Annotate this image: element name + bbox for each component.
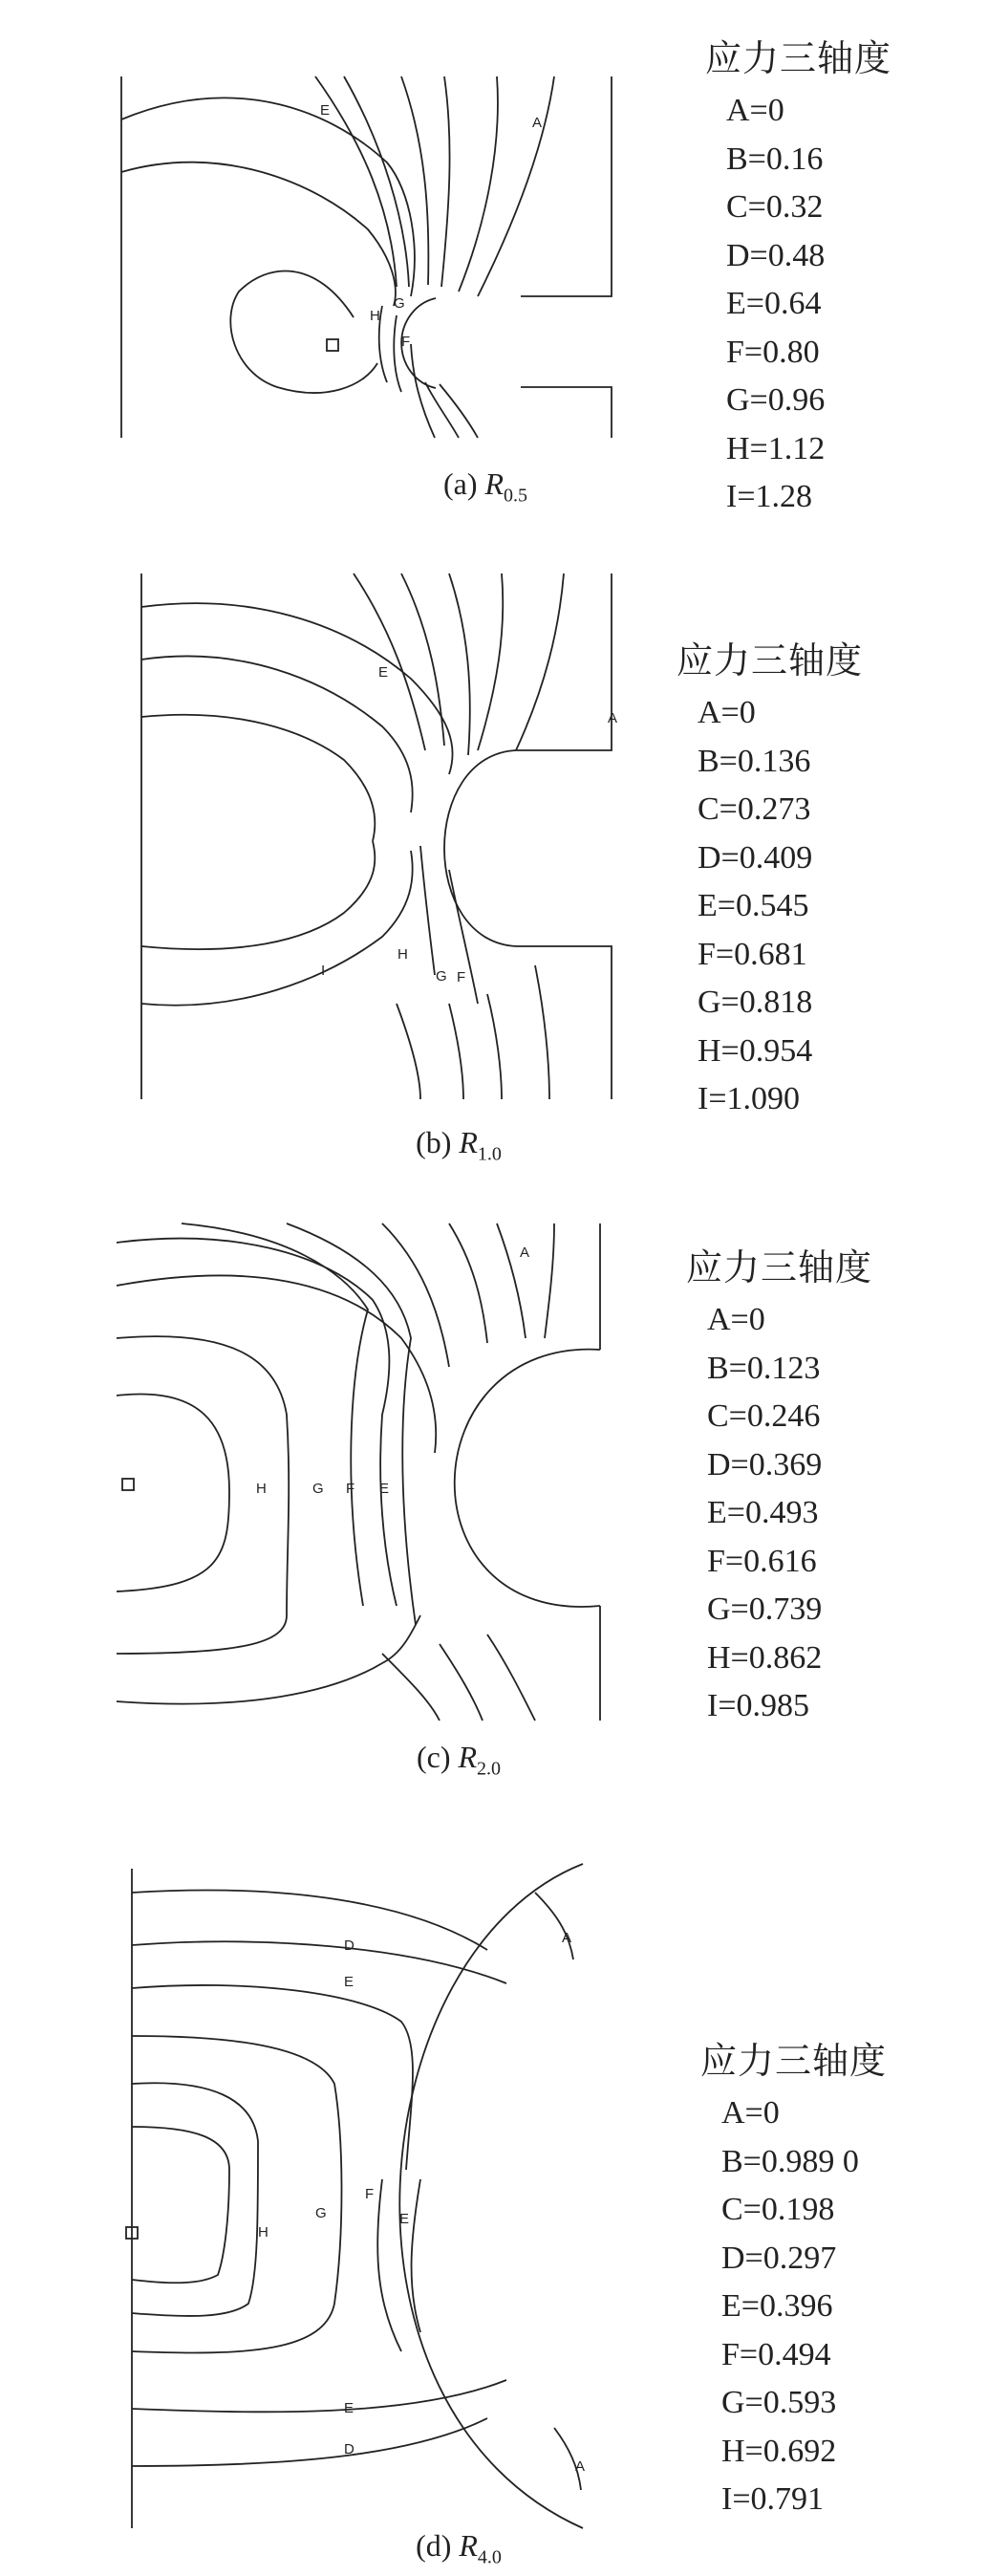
caption-subscript: 2.0: [477, 1758, 502, 1780]
contour-label: A: [575, 2458, 586, 2475]
contour-line: [117, 1275, 436, 1453]
contour-label: H: [370, 308, 380, 324]
legend-item: F=0.616: [707, 1543, 817, 1579]
contour-line: [121, 162, 396, 306]
caption-prefix: (a): [442, 466, 478, 501]
contour-line: [141, 715, 375, 841]
contour-line: [516, 574, 564, 750]
contour-label: A: [562, 1930, 572, 1946]
contour-label: E: [320, 102, 331, 119]
contour-line: [141, 841, 375, 949]
contour-label: G: [315, 2205, 327, 2221]
contour-label: E: [379, 1481, 390, 1497]
caption-subscript: 0.5: [504, 485, 528, 507]
legend-title: 应力三轴度: [705, 39, 892, 79]
caption-symbol: R: [484, 466, 505, 501]
contour-label: D: [344, 1937, 354, 1954]
contour-line: [401, 574, 444, 746]
caption-prefix: (b): [416, 1125, 452, 1159]
legend-item: A=0: [707, 1302, 765, 1337]
legend-item: D=0.409: [698, 839, 813, 876]
legend-item: E=0.493: [707, 1495, 819, 1530]
notch-arc: [455, 1350, 600, 1607]
legend-title: 应力三轴度: [700, 2042, 888, 2082]
legend-item: C=0.246: [707, 1398, 821, 1434]
legend-item: E=0.545: [698, 888, 809, 923]
legend-item: C=0.198: [721, 2192, 835, 2227]
contour-line: [440, 384, 478, 438]
contour-line: [377, 2179, 401, 2351]
contour-label: G: [436, 968, 447, 985]
legend-item: H=0.862: [707, 1639, 823, 1676]
legend-item: B=0.16: [726, 141, 824, 177]
legend-item: I=0.791: [721, 2481, 824, 2517]
legend-item: B=0.123: [707, 1350, 821, 1386]
contour-line: [117, 1615, 420, 1704]
contour-line: [182, 1223, 368, 1606]
legend-item: D=0.297: [721, 2240, 837, 2276]
caption-d: [315, 2528, 602, 2568]
legend-d: [700, 2031, 887, 2524]
contour-line: [420, 846, 435, 975]
marker-square: [122, 1479, 134, 1490]
contour-label: F: [457, 969, 466, 985]
contour-label: D: [344, 2441, 354, 2457]
contour-line: [449, 1223, 487, 1343]
marker-square: [327, 339, 338, 351]
panel-d: [0, 1854, 988, 2576]
contour-label: E: [399, 2211, 410, 2227]
contour-label: H: [258, 2224, 268, 2240]
contour-line: [382, 1654, 440, 1721]
caption-symbol: R: [458, 1740, 478, 1774]
specimen-lower-edge: [521, 387, 612, 438]
caption-b: [315, 1125, 602, 1165]
legend-item: H=1.12: [726, 430, 826, 466]
contour-line: [132, 2418, 487, 2466]
legend-item: A=0: [698, 695, 756, 730]
legend-item: C=0.32: [726, 189, 824, 225]
contour-line: [394, 315, 401, 392]
contour-label: E: [378, 664, 389, 681]
legend-item: G=0.739: [707, 1591, 823, 1627]
contour-label: G: [394, 295, 405, 312]
contour-line: [132, 2127, 229, 2283]
contour-label: F: [365, 2186, 375, 2202]
caption-a: [342, 466, 629, 507]
contour-label: F: [401, 334, 411, 350]
legend-item: F=0.681: [698, 936, 807, 972]
legend-item: I=0.985: [707, 1688, 809, 1723]
caption-symbol: R: [459, 1125, 478, 1159]
specimen-upper-edge: [516, 574, 612, 750]
contour-line: [545, 1223, 554, 1338]
legend-item: I=1.090: [698, 1081, 800, 1116]
legend-item: H=0.954: [698, 1032, 813, 1069]
legend-item: B=0.136: [698, 743, 811, 779]
contour-label: F: [346, 1481, 355, 1497]
contour-line: [441, 76, 450, 287]
contour-line: [487, 1634, 535, 1721]
legend-item: A=0: [721, 2095, 780, 2131]
contour-line: [132, 1891, 487, 1951]
legend-title: 应力三轴度: [686, 1248, 873, 1288]
contour-line: [132, 1941, 506, 1983]
panel-c: [0, 1204, 988, 1854]
caption-prefix: (c): [416, 1740, 451, 1774]
contour-label: A: [520, 1245, 530, 1261]
legend-item: G=0.593: [721, 2385, 837, 2420]
legend-item: B=0.989 0: [721, 2143, 859, 2179]
contour-line-closed: [230, 271, 377, 392]
contour-line: [412, 2179, 420, 2332]
specimen-upper-edge: [521, 76, 612, 296]
caption-subscript: 1.0: [477, 1143, 502, 1165]
contour-label: E: [344, 1974, 354, 1990]
legend-item: D=0.48: [726, 237, 826, 273]
legend-item: I=1.28: [726, 479, 812, 514]
contour-line: [449, 1004, 463, 1099]
contour-label: H: [397, 946, 408, 963]
contour-line: [449, 574, 470, 755]
legend-b: [677, 631, 863, 1124]
contour-line: [497, 1223, 526, 1338]
caption-subscript: 4.0: [477, 2546, 502, 2568]
legend-c: [686, 1238, 872, 1731]
caption-symbol: R: [459, 2528, 478, 2563]
legend-item: C=0.273: [698, 791, 811, 827]
contour-label: A: [532, 115, 543, 131]
contour-line: [440, 1644, 483, 1721]
contour-line: [132, 1985, 413, 2170]
legend-item: E=0.396: [721, 2288, 833, 2324]
contour-label: I: [321, 963, 326, 979]
panel-a: [0, 0, 988, 554]
contour-line: [141, 656, 413, 812]
contour-line: [478, 574, 503, 750]
legend-item: E=0.64: [726, 286, 822, 321]
contour-line: [141, 603, 453, 774]
contour-line: [535, 1893, 573, 1959]
contour-label: H: [256, 1481, 267, 1497]
legend-item: D=0.369: [707, 1446, 823, 1483]
legend-a: [705, 29, 891, 522]
caption-prefix: (d): [416, 2528, 452, 2563]
notch-arc: [444, 750, 516, 946]
legend-title: 应力三轴度: [677, 641, 864, 682]
contour-label: A: [608, 710, 618, 726]
legend-item: A=0: [726, 93, 784, 128]
contour-line: [487, 994, 502, 1099]
caption-c: [315, 1740, 602, 1780]
contour-line: [397, 1004, 420, 1099]
specimen-lower-edge: [516, 946, 612, 1099]
contour-line: [459, 76, 498, 292]
panel-b: [0, 554, 988, 1204]
contour-label: E: [344, 2400, 354, 2416]
legend-item: G=0.96: [726, 382, 826, 418]
legend-item: G=0.818: [698, 985, 813, 1020]
contour-line: [117, 1239, 397, 1606]
legend-item: H=0.692: [721, 2433, 837, 2469]
contour-label: G: [312, 1481, 324, 1497]
legend-item: F=0.80: [726, 334, 820, 370]
contour-line: [535, 965, 549, 1099]
contour-line: [411, 344, 435, 438]
legend-item: F=0.494: [721, 2336, 831, 2372]
contour-line: [379, 306, 387, 382]
contour-line: [117, 1394, 229, 1591]
